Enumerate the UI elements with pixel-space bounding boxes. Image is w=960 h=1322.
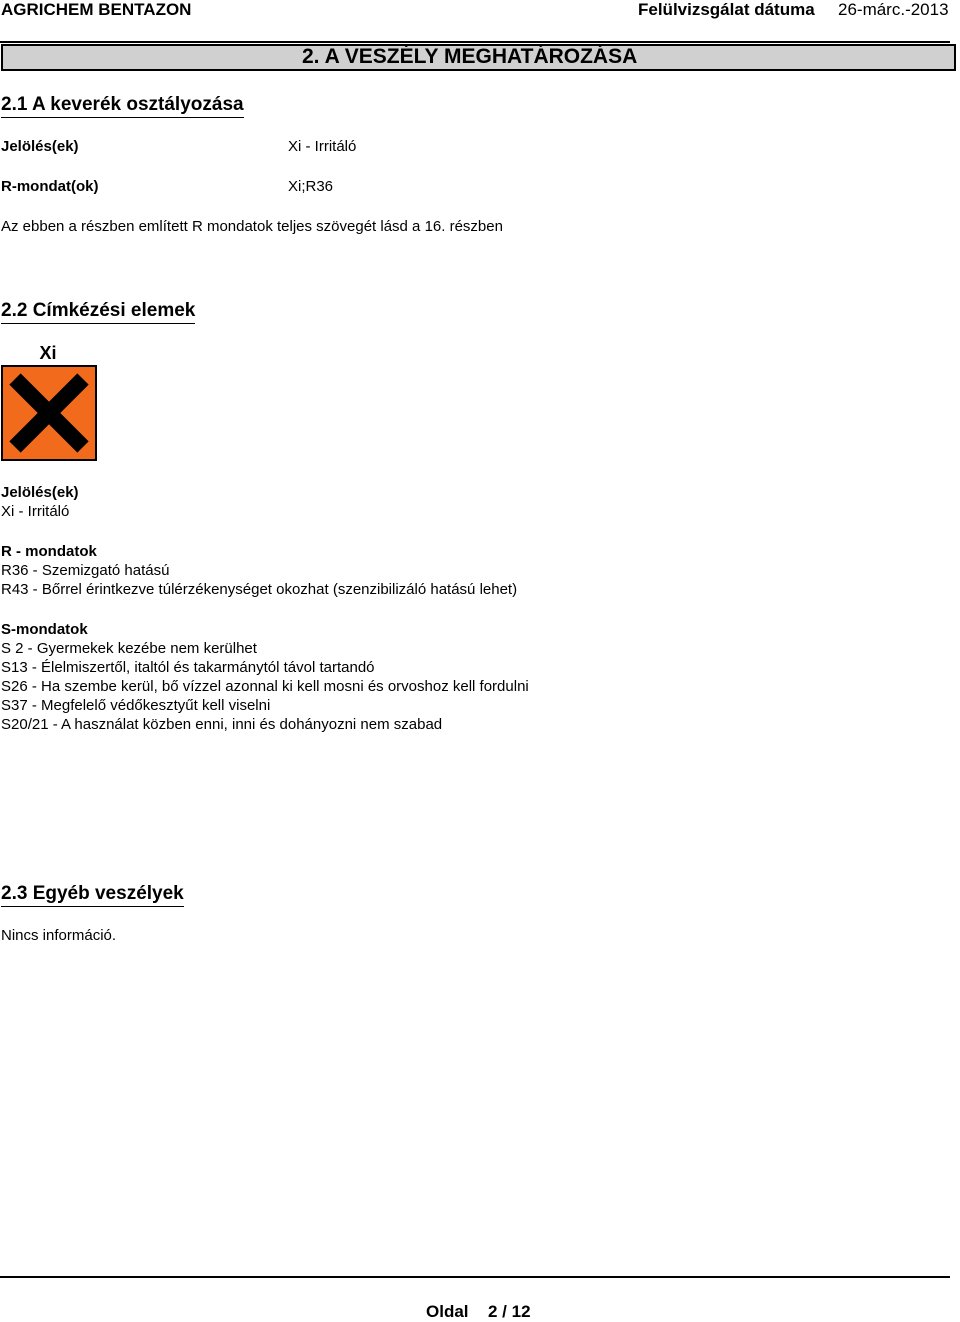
revision-date-label: Felülvizsgálat dátuma	[638, 0, 815, 19]
classification-value-2: Xi;R36	[288, 178, 334, 195]
r-phrase-item: R36 - Szemizgató hatású	[1, 562, 170, 579]
section-title	[302, 45, 637, 69]
revision-date: 26-márc.-2013	[838, 0, 949, 19]
section-title-text: 2. A VESZÉLY MEGHATÁROZÁSA	[302, 45, 638, 68]
heading-2-3: 2.3 Egyéb veszélyek	[1, 883, 184, 907]
other-hazards-text: Nincs információ.	[1, 927, 117, 944]
classification-label-2: R-mondat(ok)	[1, 178, 99, 195]
heading-2-2: 2.2 Címkézési elemek	[1, 300, 195, 324]
pictogram-code: Xi	[39, 343, 57, 363]
page-number: 2 / 12	[488, 1302, 531, 1321]
r-phrases-label: R - mondatok	[1, 543, 97, 560]
page-label: Oldal	[426, 1302, 469, 1321]
classification-value-1: Xi - Irritáló	[288, 138, 357, 155]
s-phrase-item: S13 - Élelmiszertől, italtól és takarmánytól távol tartandó	[1, 659, 375, 676]
product-name: AGRICHEM BENTAZON	[1, 0, 192, 19]
r-phrases-note: Az ebben a részben említett R mondatok teljes szövegét lásd a 16. részben	[1, 218, 503, 235]
header-divider	[0, 41, 950, 43]
irritant-x-icon	[1, 340, 97, 462]
designation-label: Jelölés(ek)	[1, 484, 79, 501]
heading-2-1: 2.1 A keverék osztályozása	[1, 94, 244, 118]
r-phrase-item: R43 - Bőrrel érintkezve túlérzékenységet okozhat (szenzibilizáló hatású lehet)	[1, 581, 518, 598]
designation-value: Xi - Irritáló	[1, 503, 70, 520]
s-phrase-item: S 2 - Gyermekek kezébe nem kerülhet	[1, 640, 257, 657]
classification-label-1: Jelölés(ek)	[1, 138, 79, 155]
s-phrase-item: S20/21 - A használat közben enni, inni és dohányozni nem szabad	[1, 716, 443, 733]
footer-divider	[0, 1276, 950, 1278]
s-phrase-item: S37 - Megfelelő védőkesztyűt kell viselni	[1, 697, 271, 714]
s-phrase-item: S26 - Ha szembe kerül, bő vízzel azonnal ki kell mosni és orvoshoz kell fordulni	[1, 678, 529, 695]
s-phrases-label: S-mondatok	[1, 621, 88, 638]
